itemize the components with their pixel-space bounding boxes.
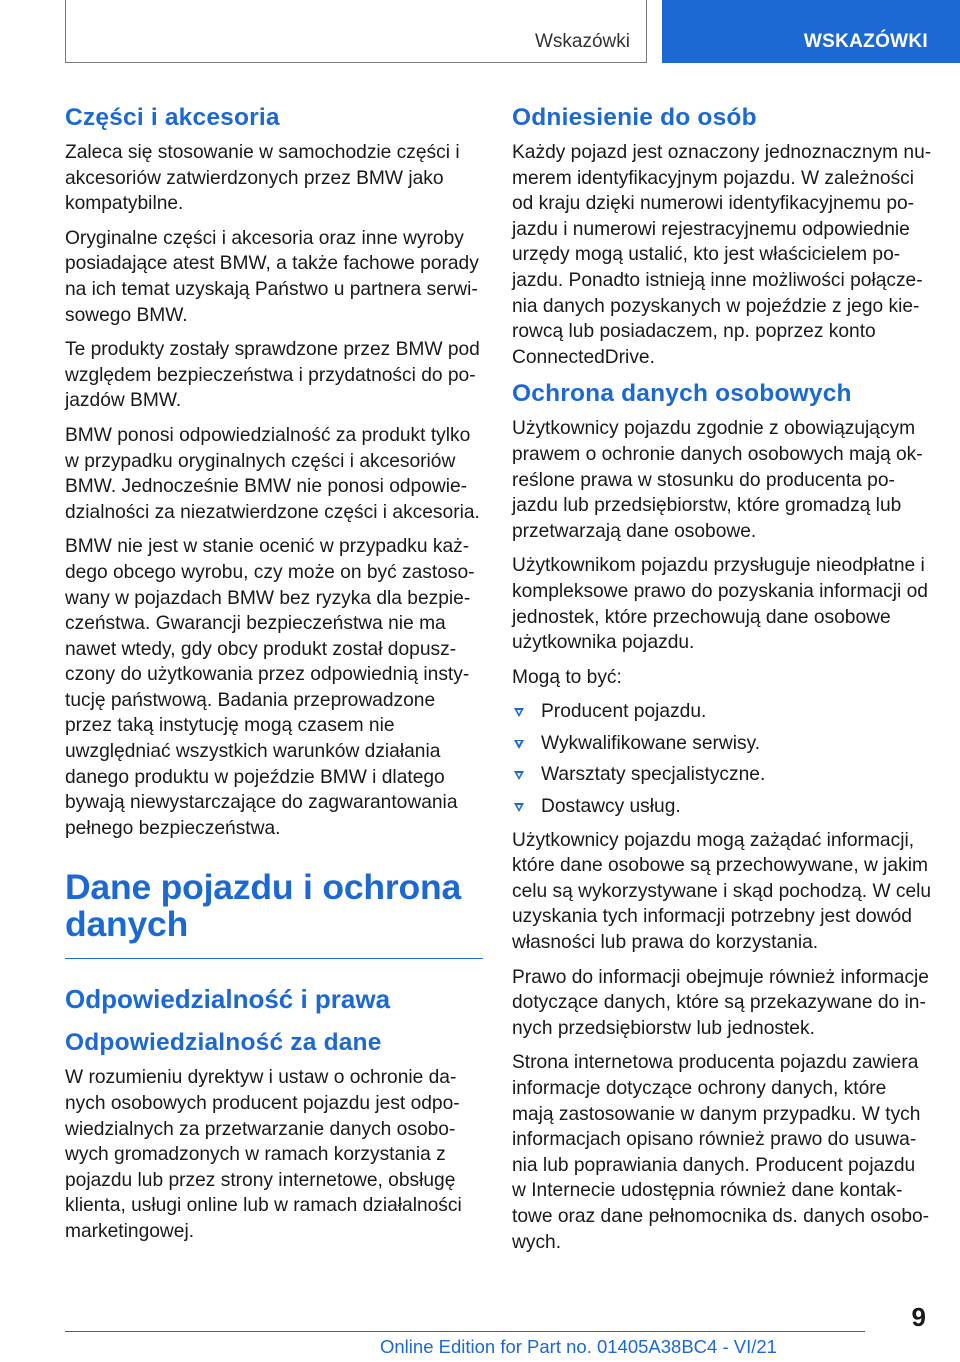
right-column bbox=[512, 103, 932, 1264]
paragraph: Użytkownicy pojazdu zgodnie z obowiązującym prawem o ochronie danych osobowych mają określone prawa w stosunku do producenta pojazdu lub przedsiębiorstw, które gromadzą lub przetwarzają dane osobowe. bbox=[512, 418, 923, 542]
triangle-bullet-icon bbox=[514, 708, 524, 717]
header-section-label: Wskazówki bbox=[534, 31, 630, 52]
list-item bbox=[512, 794, 932, 820]
header-chapter-tab-label: WSKAZÓWKI bbox=[803, 31, 928, 52]
paragraph: BMW nie jest w stanie ocenić w przypadku każdego obcego wyrobu, czy może on być zastosowany w pojazdach BMW bez ryzyka dla bezpieczeństwa. Gwarancji bezpieczeństwa nie ma nawet wtedy, gdy obcy produkt został dopuszczony do użytkowania przez odpowiednią instytucję państwową. Badania przeprowadzone przez taką instytucję mogą czasem nie uwzględniać wszystkich warunków działania danego produktu w pojeździe BMW i dlatego bywają niewystarczające do zagwarantowania pełnego bezpieczeństwa. bbox=[65, 536, 475, 839]
heading-responsibility-rights: Odpowiedzialność i prawa bbox=[65, 984, 391, 1015]
paragraph: Strona internetowa producenta pojazdu zawiera informacje dotyczące ochrony danych, które mają zastosowanie w danym przypadku. W tych informacjach opisano również prawo do usuwania lub poprawiania danych. Producent pojazdu w Internecie udostępnia również dane kontaktowe oraz dane pełnomocnika ds. danych osobowych. bbox=[512, 1052, 930, 1253]
page-number: 9 bbox=[911, 1302, 926, 1332]
heading-data-responsibility: Odpowiedzialność za dane bbox=[65, 1029, 382, 1057]
paragraph: Prawo do informacji obejmuje również informacje dotyczące danych, które są przekazywane do innych przedsiębiorstw lub jednostek. bbox=[512, 966, 929, 1039]
triangle-bullet-icon bbox=[514, 803, 524, 812]
list-item-text: Dostawcy usług. bbox=[541, 796, 681, 818]
footer-rule bbox=[65, 1331, 865, 1332]
heading-parts-accessories: Części i akcesoria bbox=[65, 104, 280, 131]
paragraph: Użytkownikom pojazdu przysługuje nieodpłatne i kompleksowe prawo do pozyskania informacji od jednostek, które przechowują dane osobowe użytkownika pojazdu. bbox=[512, 555, 928, 654]
header-chapter-tab[interactable] bbox=[662, 0, 960, 63]
left-column bbox=[65, 103, 483, 1254]
paragraph: BMW ponosi odpowiedzialność za produkt tylko w przypadku oryginalnych części i akcesoriów BMW. Jednocześnie BMW nie ponosi odpowiedzialności za niezatwierdzone części i akcesoria. bbox=[65, 424, 480, 523]
list-item bbox=[512, 699, 932, 725]
triangle-bullet-icon bbox=[514, 740, 524, 749]
list-item-text: Warsztaty specjalistyczne. bbox=[541, 764, 766, 786]
paragraph: Mogą to być: bbox=[512, 666, 622, 688]
list-item bbox=[512, 762, 932, 788]
paragraph: Każdy pojazd jest oznaczony jednoznacznym numerem identyfikacyjnym pojazdu. W zależności od kraju dzięki numerowi identyfikacyjnemu pojazdu i numerowi rejestracyjnemu odpowiednie urzędy mogą ustalić, kto jest właścicielem pojazdu. Ponadto istnieją inne możliwości połączenia danych pozyskanych w pojeździe z jego kierowcą lub posiadaczem, np. poprzez konto ConnectedDrive. bbox=[512, 142, 932, 368]
footer-edition-text: Online Edition for Part no. 01405A38BC4 - VI/21 bbox=[380, 1336, 777, 1357]
list-item-text: Producent pojazdu. bbox=[541, 701, 707, 723]
paragraph: Zaleca się stosowanie w samochodzie części i akcesoriów zatwierdzonych przez BMW jako kompatybilne. bbox=[65, 142, 460, 215]
heading-data-protection: Ochrona danych osobowych bbox=[512, 380, 852, 408]
paragraph: Oryginalne części i akcesoria oraz inne wyroby posiadające atest BMW, a także fachowe porady na ich temat uzyskają Państwo u partnera serwisowego BMW. bbox=[65, 227, 479, 326]
chapter-title-rule bbox=[65, 958, 483, 959]
header-section-box bbox=[65, 0, 647, 63]
heading-persons-reference: Odniesienie do osób bbox=[512, 104, 757, 131]
chapter-title: Dane pojazdu i ochrona danych bbox=[65, 867, 461, 945]
paragraph: W rozumieniu dyrektyw i ustaw o ochronie danych osobowych producent pojazdu jest odpowiedzialnych za przetwarzanie danych osobowych gromadzonych w ramach korzystania z pojazdu lub przez strony internetowe, obsługę klienta, usługi online lub w ramach działalności marketingowej. bbox=[65, 1067, 462, 1242]
triangle-bullet-icon bbox=[514, 771, 524, 780]
list-item-text: Wykwalifikowane serwisy. bbox=[541, 732, 761, 754]
paragraph: Użytkownicy pojazdu mogą zażądać informacji, które dane osobowe są przechowywane, w jakim celu są wykorzystywane i skąd pochodzą. W celu uzyskania tych informacji potrzebny jest dowód własności lub prawa do korzystania. bbox=[512, 829, 932, 954]
bullet-list bbox=[512, 699, 932, 819]
list-item bbox=[512, 731, 932, 757]
paragraph: Te produkty zostały sprawdzone przez BMW pod względem bezpieczeństwa i przydatności do pojazdów BMW. bbox=[65, 339, 480, 412]
